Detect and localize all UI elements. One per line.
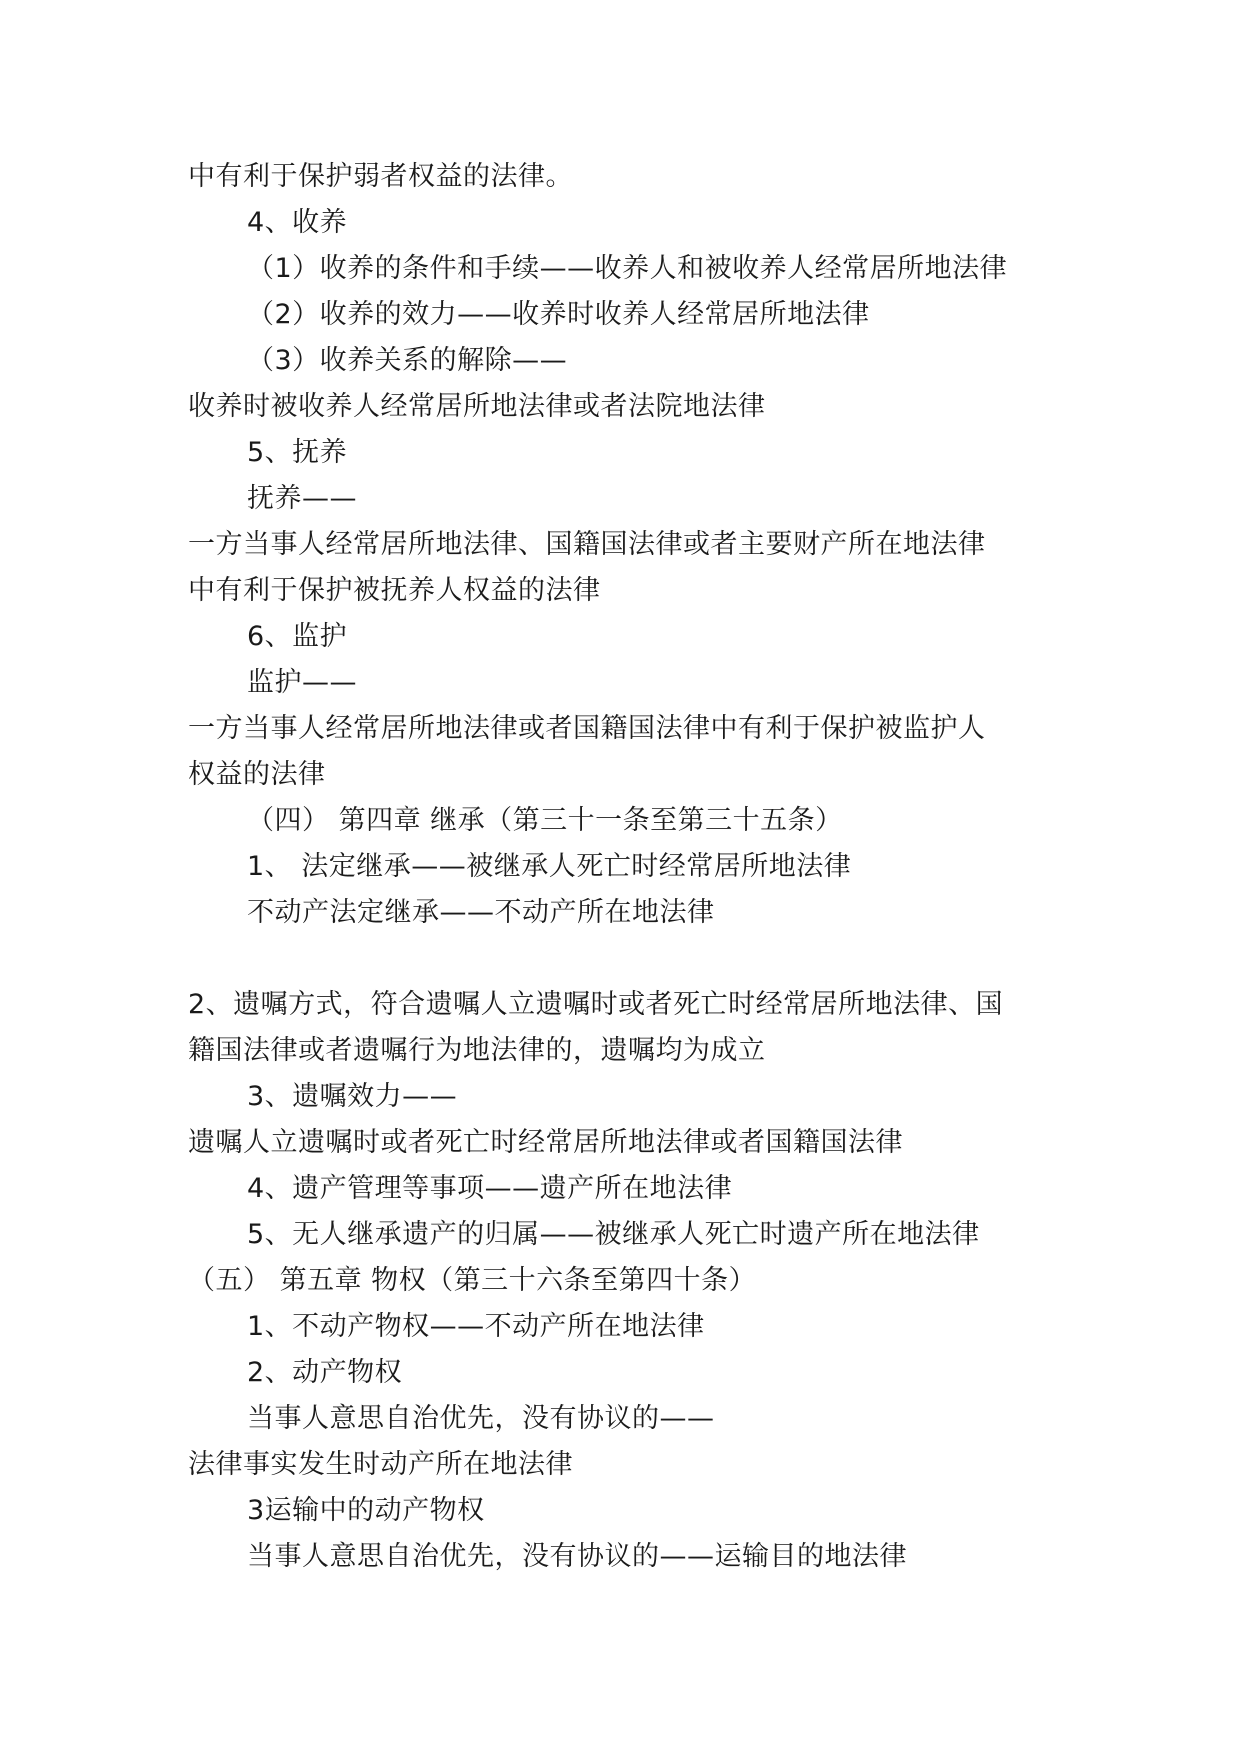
text-line: 收养时被收养人经常居所地法律或者法院地法律 (188, 391, 766, 422)
text-line: 5、抚养 (247, 437, 348, 468)
text-line: 权益的法律 (188, 759, 326, 790)
text-line: 6、监护 (247, 621, 348, 652)
text-line: 1、 法定继承——被继承人死亡时经常居所地法律 (247, 851, 852, 882)
text-line: （1）收养的条件和手续——收养人和被收养人经常居所地法律 (247, 253, 1008, 284)
text-line: 4、遗产管理等事项——遗产所在地法律 (247, 1173, 733, 1204)
section-heading: （四） 第四章 继承（第三十一条至第三十五条） (247, 805, 843, 836)
text-line: 2、动产物权 (247, 1357, 403, 1388)
text-line: 当事人意思自治优先，没有协议的——运输目的地法律 (247, 1541, 907, 1572)
text-line: 3、遗嘱效力—— (247, 1081, 458, 1112)
text-line: 5、无人继承遗产的归属——被继承人死亡时遗产所在地法律 (247, 1219, 980, 1250)
text-line: （2）收养的效力——收养时收养人经常居所地法律 (247, 299, 870, 330)
text-line: 4、收养 (247, 207, 348, 238)
text-line: （3）收养关系的解除—— (247, 345, 568, 376)
text-line: 中有利于保护被抚养人权益的法律 (188, 575, 601, 606)
text-line: 监护—— (247, 667, 357, 698)
text-line: 法律事实发生时动产所在地法律 (188, 1449, 573, 1480)
text-line: 籍国法律或者遗嘱行为地法律的，遗嘱均为成立 (188, 1035, 766, 1066)
text-line: 3运输中的动产物权 (247, 1495, 485, 1526)
text-line: 2、遗嘱方式，符合遗嘱人立遗嘱时或者死亡时经常居所地法律、国 (188, 989, 1004, 1020)
text-line: 中有利于保护弱者权益的法律。 (188, 161, 573, 192)
text-line: 当事人意思自治优先，没有协议的—— (247, 1403, 715, 1434)
text-line: 抚养—— (247, 483, 357, 514)
text-line: 不动产法定继承——不动产所在地法律 (247, 897, 715, 928)
section-heading: （五） 第五章 物权（第三十六条至第四十条） (188, 1265, 757, 1296)
text-line: 一方当事人经常居所地法律或者国籍国法律中有利于保护被监护人 (188, 713, 986, 744)
text-line: 遗嘱人立遗嘱时或者死亡时经常居所地法律或者国籍国法律 (188, 1127, 903, 1158)
text-line: 1、不动产物权——不动产所在地法律 (247, 1311, 705, 1342)
text-line: 一方当事人经常居所地法律、国籍国法律或者主要财产所在地法律 (188, 529, 986, 560)
